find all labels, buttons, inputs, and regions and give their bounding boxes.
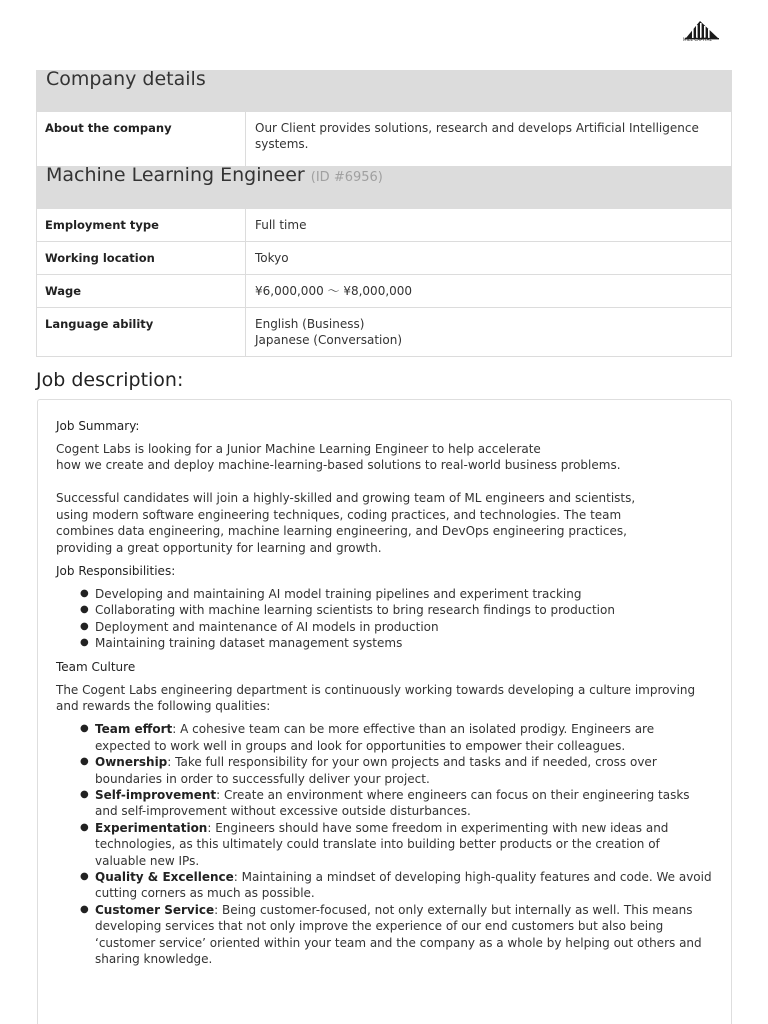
language-japanese: Japanese (Conversation): [255, 333, 402, 347]
culture-term: Experimentation: [95, 820, 208, 835]
table-row: [37, 209, 732, 242]
list-item-text: Deployment and maintenance of AI models in production: [95, 619, 439, 634]
culture-text: : Being customer-focused, not only externally but internally as well. This means developing services that not only improve the experience of our end customers but also being ‘customer service’ oriented within your team and the company as a whole by helping out others and sharing knowledge.: [95, 902, 702, 967]
list-item: [56, 619, 713, 635]
job-summary-heading: Job Summary:: [56, 419, 140, 433]
summary-line-2: how we create and deploy machine-learning-based solutions to real-world business problems.: [56, 458, 621, 473]
culture-list: [56, 721, 713, 967]
job-heading: [37, 164, 732, 209]
bullet-icon: ●: [80, 903, 89, 915]
culture-text: : A cohesive team can be more effective than an isolated prodigy. Engineers are expected to work well in groups and look for opportunities to empower their colleagues.: [95, 722, 655, 753]
list-item: [56, 602, 713, 618]
working-location-label: Working location: [37, 242, 246, 275]
list-item: [56, 787, 713, 820]
job-id: (ID #6956): [310, 170, 383, 185]
bullet-icon: ●: [80, 637, 89, 649]
logo-text: MILL CAPITAL: [683, 37, 712, 42]
culture-term: Self-improvement: [95, 788, 217, 802]
bullet-icon: ●: [80, 587, 89, 599]
language-ability-label: Language ability: [37, 308, 246, 357]
list-item: [56, 754, 713, 787]
wage-value: ¥6,000,000 〜 ¥8,000,000: [246, 275, 732, 308]
list-item-text: Developing and maintaining AI model training pipelines and experiment tracking: [95, 586, 582, 601]
list-item-text: Collaborating with machine learning scientists to bring research findings to production: [95, 603, 615, 618]
table-row: [37, 112, 732, 167]
culture-term: Team effort: [95, 722, 173, 737]
details-table: [36, 70, 732, 357]
language-english: English (Business): [255, 317, 365, 331]
bullet-icon: ●: [80, 756, 89, 768]
job-title: Machine Learning Engineer: [46, 164, 305, 186]
job-description-title: Job description:: [36, 369, 184, 391]
table-row: [37, 242, 732, 275]
list-item: [56, 635, 713, 651]
culture-text: : Engineers should have some freedom in experimenting with new ideas and technologies, as this ultimately could translate into building better products or the creation of valuable new IPs.: [95, 820, 669, 868]
summary-paragraph-2: Successful candidates will join a highly-skilled and growing team of ML engineers and scientists, using modern software engineering techniques, coding practices, and technologies. The team combines data engineering, machine learning engineering, and DevOps engineering practices, providing a great opportunity for learning and growth.: [56, 491, 636, 555]
bullet-icon: ●: [80, 723, 89, 735]
wage-label: Wage: [37, 275, 246, 308]
culture-text: : Create an environment where engineers can focus on their engineering tasks and self-improvement without excessive outside disturbances.: [95, 788, 690, 819]
list-item: [56, 869, 713, 902]
team-culture-heading: Team Culture: [56, 659, 136, 674]
culture-term: Ownership: [95, 755, 168, 770]
responsibilities-heading: Job Responsibilities:: [56, 563, 176, 578]
language-ability-value: [246, 308, 732, 357]
bullet-icon: ●: [80, 604, 89, 616]
bullet-icon: ●: [80, 789, 89, 800]
job-description-box: [37, 399, 732, 1024]
table-row: [37, 308, 732, 357]
culture-text: : Maintaining a mindset of developing high-quality features and code. We avoid cutting corners as much as possible.: [95, 870, 712, 901]
culture-term: Customer Service: [95, 902, 215, 917]
list-item: [56, 721, 713, 754]
job-heading-row: [37, 167, 732, 209]
employment-type-label: Employment type: [37, 209, 246, 242]
table-row: [37, 275, 732, 308]
company-heading-row: [37, 71, 732, 112]
about-value: Our Client provides solutions, research and develops Artificial Intelligence systems.: [246, 112, 732, 167]
responsibilities-list: [56, 586, 713, 652]
list-item: [56, 902, 713, 968]
list-item-text: Maintaining training dataset management systems: [95, 636, 403, 651]
bullet-icon: ●: [80, 871, 89, 883]
list-item: [56, 820, 713, 869]
employment-type-value: Full time: [246, 209, 732, 242]
culture-text: : Take full responsibility for your own projects and tasks and if needed, cross over boundaries in order to successfully deliver your project.: [95, 755, 657, 786]
culture-intro: The Cogent Labs engineering department is continuously working towards developing a culture improving and rewards the following qualities:: [56, 682, 696, 713]
about-label: About the company: [37, 112, 246, 167]
culture-term: Quality & Excellence: [95, 870, 234, 885]
company-heading: Company details: [37, 71, 732, 112]
list-item: [56, 586, 713, 602]
bullet-icon: ●: [80, 821, 89, 833]
summary-paragraph-1: [56, 441, 713, 474]
working-location-value: Tokyo: [246, 242, 732, 275]
bullet-icon: ●: [80, 620, 89, 632]
summary-line-1: Cogent Labs is looking for a Junior Machine Learning Engineer to help accelerate: [56, 442, 541, 456]
